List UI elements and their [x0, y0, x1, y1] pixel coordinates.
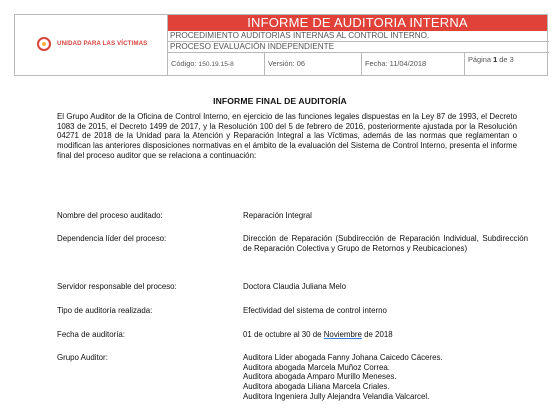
version-cell [265, 53, 362, 75]
audit-date-label: Fecha de auditoría: [57, 330, 125, 339]
page-label: Página [468, 55, 492, 64]
audit-date-month: Noviembre [323, 330, 362, 339]
audit-group-label: Grupo Auditor: [57, 353, 108, 362]
logo-cell [15, 15, 168, 75]
procedure-line: PROCEDIMIENTO AUDITORIAS INTERNAS AL CONTROL INTERNO. [168, 31, 549, 42]
audit-group-member: Auditora abogada Liliana Marcela Criales. [243, 382, 390, 392]
audit-group-member: Auditora Líder abogada Fanny Johana Caicedo Cáceres. [243, 353, 443, 362]
report-title: INFORME FINAL DE AUDITORÍA [213, 96, 347, 106]
document-meta-row [168, 53, 547, 75]
unidad-victimas-logo-icon [37, 37, 51, 51]
report-header-title: INFORME DE AUDITORIA INTERNA [168, 15, 547, 31]
date-cell [362, 53, 465, 75]
process-line: PROCESO EVALUACIÓN INDEPENDIENTE [168, 42, 549, 53]
audit-group-member: Auditora abogada Marcela Muñoz Correa. [243, 362, 390, 372]
responsible-label: Servidor responsable del proceso: [57, 282, 177, 291]
audit-group-member: Auditora Ingeniera Jully Alejandra Velandia Valcarcel. [243, 391, 430, 401]
process-name-label: Nombre del proceso auditado: [57, 211, 163, 220]
document-header-table [14, 14, 548, 76]
page-number-cell [465, 53, 547, 75]
logo-text: UNIDAD PARA LAS VÍCTIMAS [57, 40, 148, 47]
date-label: Fecha: [365, 59, 388, 68]
audit-group-list [243, 353, 528, 402]
audit-type-label: Tipo de auditoría realizada: [57, 306, 153, 315]
audit-date-suffix: de 2018 [361, 330, 393, 339]
version-value: 06 [296, 59, 306, 68]
page-of: de [499, 55, 508, 64]
page-total: 3 [509, 55, 514, 64]
lead-dependency-label: Dependencia líder del proceso: [57, 234, 167, 243]
code-cell [168, 53, 265, 75]
responsible-value: Doctora Claudia Juliana Melo [243, 282, 347, 291]
version-label: Versión: [268, 59, 295, 68]
date-value: 11/04/2018 [389, 59, 427, 68]
audit-date-prefix: 01 de octubre al 30 de [243, 330, 324, 339]
lead-dependency-value: Dirección de Reparación (Subdirección de Reparación Individual, Subdirección de Reparación Colectiva y Grupo de Retornos y Reubicaciones) [243, 234, 528, 253]
audit-type-value: Efectividad del sistema de control interno [243, 306, 387, 315]
process-name-value: Reparación Integral [243, 211, 312, 220]
audit-group-member: Auditora abogada Amparo Murillo Meneses. [243, 372, 397, 382]
audit-date-value [243, 330, 528, 340]
page-current: 1 [493, 55, 498, 64]
code-label: Código: [171, 59, 197, 68]
intro-paragraph: El Grupo Auditor de la Oficina de Control Interno, en ejercicio de las funciones legales dispuestas en la Ley 87 de 1993, el Decreto 1083 de 2015, el Decreto 1499 de 2017, y la Resolución 100 del 5 de febrero de 2016, posteriormente ajustada por la Resolución 04271 de 2018 de la Unidad para la Atención y Reparación Integral a las Víctimas, además de las normas que reglamentan o modifican las anteriores disposiciones normativas en el ámbito de la evaluación del Sistema de Control Interno, presenta el informe final del proceso auditor que se relaciona a continuación: [57, 112, 517, 160]
code-value: 150.19.15-8 [198, 61, 234, 68]
